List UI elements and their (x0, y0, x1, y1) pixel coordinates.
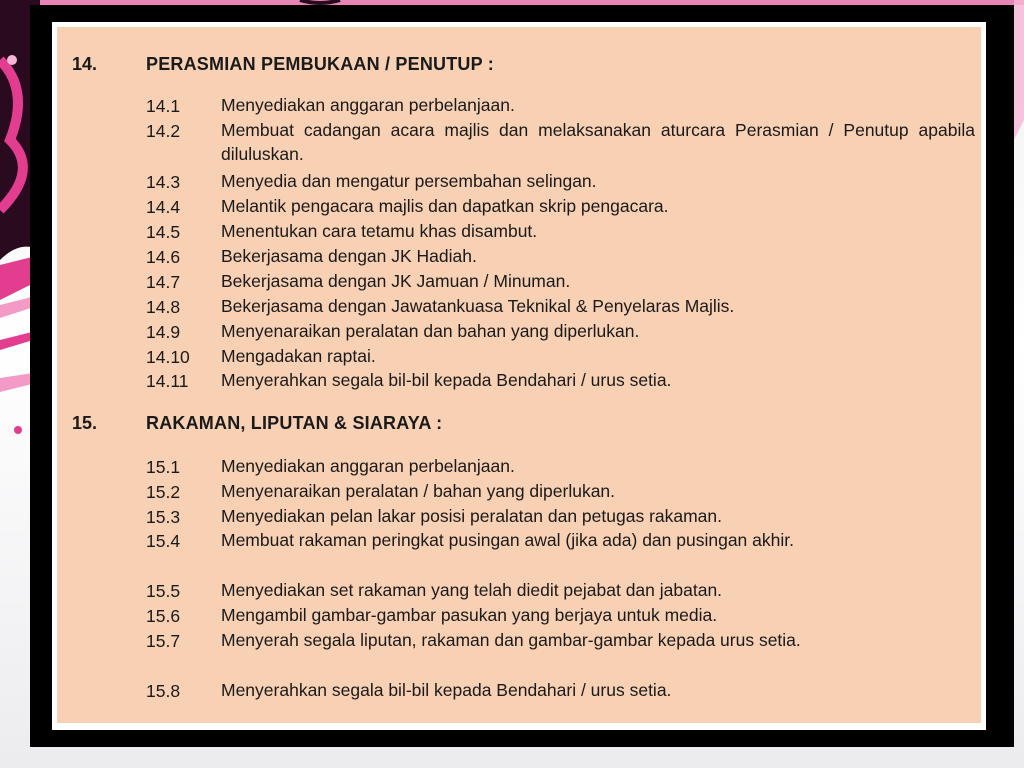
item-number: 14.11 (146, 371, 189, 391)
item-text: Mengambil gambar-gambar pasukan yang berjaya untuk media. (221, 605, 718, 625)
item-number: 14.4 (146, 197, 181, 217)
item-text: Menyerah segala liputan, rakaman dan gambar-gambar kepada urus setia. (221, 630, 801, 650)
item-text: Mengadakan raptai. (221, 346, 376, 366)
item-text: Menyerahkan segala bil-bil kepada Bendahari / urus setia. (221, 370, 672, 390)
item-number: 15.8 (146, 681, 181, 701)
item-number: 14.3 (146, 172, 181, 192)
item-number: 14.9 (146, 322, 181, 342)
item-number: 15.2 (146, 482, 181, 502)
right-pink-accent (1014, 0, 1024, 140)
document-panel (57, 27, 981, 723)
item-number: 15.7 (146, 631, 181, 651)
pink-dot (14, 426, 22, 434)
item-number: 14.10 (146, 347, 190, 367)
item-text: Membuat rakaman peringkat pusingan awal (jika ada) dan pusingan akhir. (221, 530, 794, 550)
item-text: Bekerjasama dengan JK Hadiah. (221, 246, 477, 266)
item-text: Membuat cadangan acara majlis dan melaksanakan aturcara Perasmian / Penutup apabila diluluskan. (221, 120, 975, 164)
item-text: Menyediakan set rakaman yang telah diedit pejabat dan jabatan. (221, 580, 723, 600)
item-text: Menyediakan anggaran perbelanjaan. (221, 95, 515, 115)
item-number: 15.3 (146, 507, 181, 527)
item-number: 15.6 (146, 606, 181, 626)
item-number: 14.6 (146, 247, 181, 267)
section-number: 14. (72, 54, 98, 74)
item-text: Bekerjasama dengan Jawatankuasa Teknikal & Penyelaras Majlis. (221, 296, 735, 316)
item-number: 14.7 (146, 272, 181, 292)
section-title: RAKAMAN, LIPUTAN & SIARAYA : (146, 413, 443, 433)
item-text: Menyerahkan segala bil-bil kepada Bendahari / urus setia. (221, 680, 672, 700)
item-text: Menyenaraikan peralatan dan bahan yang diperlukan. (221, 321, 640, 341)
item-number: 14.8 (146, 297, 181, 317)
pink-dot (7, 55, 17, 65)
item-text: Melantik pengacara majlis dan dapatkan skrip pengacara. (221, 196, 669, 216)
document-text (57, 27, 981, 723)
item-number: 15.5 (146, 581, 181, 601)
item-text: Menyedia dan mengatur persembahan selingan. (221, 171, 597, 191)
item-number: 15.1 (146, 457, 181, 477)
item-number: 14.1 (146, 96, 181, 116)
item-number: 15.4 (146, 531, 181, 551)
item-number: 14.5 (146, 222, 181, 242)
item-text: Bekerjasama dengan JK Jamuan / Minuman. (221, 271, 571, 291)
item-text: Menentukan cara tetamu khas disambut. (221, 221, 538, 241)
item-number: 14.2 (146, 121, 181, 141)
item-text: Menyediakan anggaran perbelanjaan. (221, 456, 515, 476)
section-title: PERASMIAN PEMBUKAAN / PENUTUP : (146, 54, 494, 74)
item-text: Menyenaraikan peralatan / bahan yang diperlukan. (221, 481, 616, 501)
item-text: Menyediakan pelan lakar posisi peralatan dan petugas rakaman. (221, 506, 723, 526)
section-number: 15. (72, 413, 98, 433)
